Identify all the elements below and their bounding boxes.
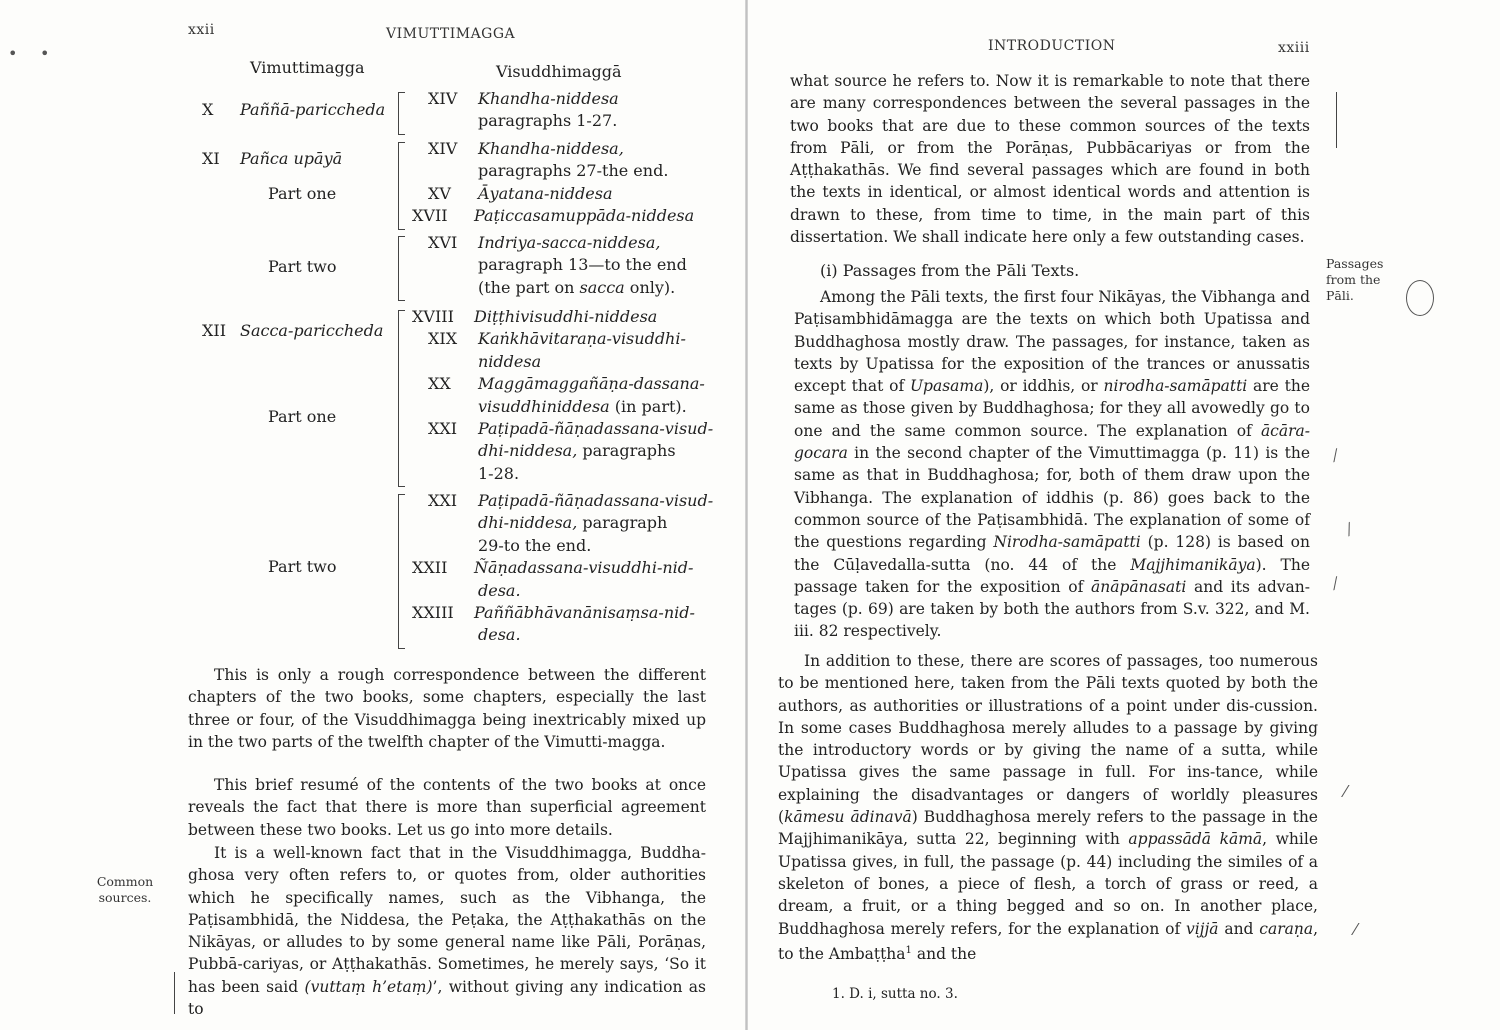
chapter-name: Sacca-pariccheda: [240, 321, 384, 340]
paragraph: Among the Pāli texts, the first four Nikāyas, the Vibhanga and Paṭisambhidāmagga are the texts on which both Upatissa and Buddhaghosa mostly draw. The passages, for instance, taken as texts by Upatissa for the exposition of the trances or anussatis except that of Upasama), or iddhis, or nirodha-samāpatti are the same as those given by Buddhaghosa; for they all avowedly go to one and the same common source. The explanation of ācāra-gocara in the second chapter of the Vimuttimagga (p. 11) is the same as that in Buddhaghosa; for, both of them draw upon the Vibhanga. The explanation of iddhis (p. 86) goes back to the common source of the Paṭisambhidā. The explanation of some of the questions regarding Nirodha-samāpatti (p. 128) is based on the Cūḷavedalla-sutta (no. 44 of the Majjhimanikāya). The passage taken for the exposition of ānāpānasati and its advan-tages (p. 69) are taken by both the authors from S.v. 322, and M. iii. 82 respectively.: [794, 288, 1311, 641]
paragraph: This is only a rough correspondence between the different chapters of the two books, some chapters, especially the last three or four, of the Visuddhimagga being inextricably mixed up in the two parts of the twelfth chapter of the Vimutti-magga.: [188, 666, 706, 751]
entry-number: XVIII: [412, 307, 454, 326]
entry-text: dhi-niddesa, paragraphs: [478, 441, 676, 461]
pencil-tick-mark: ⁄: [1330, 446, 1340, 465]
paragraph: what source he refers to. Now it is remarkable to note that there are many correspondences between the several passages in the two books that are due to these common sources of the texts from Pāli, or from the Porāṇas, Pubbācariyas or from the Aṭṭhakathās. We find several passages which are found in both the texts in identical, or almost identical words and attention is drawn to these, from time to time, in the main part of this dissertation. We shall indicate here only a few outstanding cases.: [790, 72, 1310, 247]
entry-text: desa.: [478, 625, 521, 645]
chapter-name: Paññā-pariccheda: [240, 100, 386, 119]
entry-text: 29-to the end.: [478, 535, 592, 555]
chapter-name: Pañca upāyā: [240, 149, 343, 168]
entry-text: paragraph 13—to the end: [478, 255, 687, 275]
part-label: Part two: [268, 257, 337, 276]
entry-text: Paṭiccasamuppāda-niddesa: [474, 206, 695, 226]
entry-number: XXI: [428, 491, 458, 510]
side-note: Common sources.: [96, 874, 154, 905]
entry-text: Paṭipadā-ñāṇadassana-visud-: [478, 491, 714, 510]
entry-text: Āyatana-niddesa: [478, 183, 613, 203]
entry-number: XVI: [428, 233, 458, 252]
entry-text: Maggāmaggañāṇa-dassana-: [478, 374, 705, 394]
entry-number: XXII: [412, 558, 448, 578]
running-head: VIMUTTIMAGGA: [386, 26, 516, 42]
brace: [398, 92, 405, 135]
entry-number: XV: [428, 183, 451, 203]
entry-text: Khandha-niddesa,: [478, 139, 624, 158]
column-header: Vimuttimagga: [250, 58, 365, 77]
entry-number: XIX: [428, 329, 458, 349]
entry-text: dhi-niddesa, paragraph: [478, 513, 668, 533]
part-label: Part one: [268, 407, 337, 426]
entry-text: Indriya-sacca-niddesa,: [478, 233, 661, 252]
brace: [398, 494, 405, 649]
entry-text: visuddhiniddesa (in part).: [478, 396, 687, 416]
pencil-tick-mark: ⁄: [1354, 920, 1357, 939]
entry-number: XXI: [428, 419, 458, 438]
margin-line: [174, 972, 175, 1014]
brace: [398, 236, 405, 301]
left-page: [0, 0, 745, 1030]
side-note: Passages from the Pāli.: [1326, 256, 1384, 303]
paragraph: It is a well-known fact that in the Visuddhimagga, Buddha-ghosa very often refers to, or quotes from, older authorities which he specifically names, such as the Vibhanga, the Paṭisambhidā, the Niddesa, the Peṭaka, the Aṭṭhakathās on the Nikāyas, or alludes to by some general name like Pāli, Porāṇas, Pubbā-cariyas, or Aṭṭhakathās. Sometimes, he merely says, ‘So it has been said (vuttaṃ h’etaṃ)’, without giving any indication as to: [188, 844, 706, 1019]
page-number: xxii: [188, 22, 215, 38]
pencil-tick-mark: ⁄: [1330, 574, 1340, 593]
brace: [398, 310, 405, 487]
section-subheading: (i) Passages from the Pāli Texts.: [820, 261, 1080, 280]
right-page: [748, 0, 1500, 1030]
entry-text: niddesa: [478, 351, 542, 371]
brace: [398, 142, 405, 230]
entry-text: Paṭipadā-ñāṇadassana-visud-: [478, 419, 714, 438]
chapter-number: XI: [202, 149, 220, 168]
part-label: Part two: [268, 557, 337, 576]
footnote: 1. D. i, sutta no. 3.: [832, 986, 958, 1002]
column-header: Visuddhimaggā: [496, 62, 622, 81]
entry-text: Diṭṭhivisuddhi-niddesa: [474, 307, 658, 326]
entry-text: Kaṅkhāvitaraṇa-visuddhi-: [478, 329, 686, 349]
running-head: INTRODUCTION: [988, 38, 1116, 54]
paragraph: In addition to these, there are scores of passages, too numerous to be mentioned here, taken from the Pāli texts quoted by both the authors, as authorities or illustrations of a point under dis-cussion. In some cases Buddhaghosa merely alludes to a passage by giving the introductory words or by giving the name of a sutta, while Upatissa gives the same passage in full. For ins-tance, while explaining the disadvantages or dangers of worldly pleasures (kāmesu ādinavā) Buddhaghosa merely refers to the passage in the Majjhimanikāya, sutta 22, beginning with appassādā kāmā, while Upatissa gives, in full, the passage (p. 44) including the similes of a skeleton of bones, a piece of flesh, a torch of grass or reed, a dream, a fruit, or a thing begged and so on. In another place, Buddhaghosa merely refers, for the explanation of vijjā and caraṇa, to the Ambaṭṭha$^1$ and the: [778, 652, 1318, 964]
entry-text: desa.: [478, 580, 521, 600]
chapter-number: X: [202, 100, 214, 119]
part-label: Part one: [268, 184, 337, 203]
margin-mark: •: [8, 44, 18, 63]
entry-text: (the part on sacca only).: [478, 277, 676, 297]
entry-number: XVII: [412, 206, 448, 226]
margin-line: [1336, 92, 1337, 148]
margin-mark: •: [40, 44, 50, 63]
pencil-tick-mark: ⁄: [1344, 782, 1347, 801]
entry-number: XIV: [428, 139, 458, 158]
paragraph: This brief resumé of the contents of the two books at once reveals the fact that there is more than superficial agreement between these two books. Let us go into more details.: [188, 776, 706, 839]
page-number: xxiii: [1278, 40, 1310, 56]
entry-text: Khandha-niddesa: [478, 89, 619, 108]
entry-text: paragraphs 27-the end.: [478, 161, 669, 181]
pencil-tick-mark: ⁄: [1343, 520, 1356, 539]
pencil-circle-mark: [1406, 280, 1434, 316]
entry-text: Ñāṇadassana-visuddhi-nid-: [474, 558, 694, 578]
entry-number: XX: [428, 374, 451, 394]
chapter-number: XII: [202, 321, 227, 340]
entry-text: 1-28.: [478, 463, 520, 483]
entry-number: XXIII: [412, 603, 454, 622]
entry-text: Paññābhāvanānisaṃsa-nid-: [474, 603, 695, 622]
entry-text: paragraphs 1-27.: [478, 111, 618, 131]
entry-number: XIV: [428, 89, 458, 108]
